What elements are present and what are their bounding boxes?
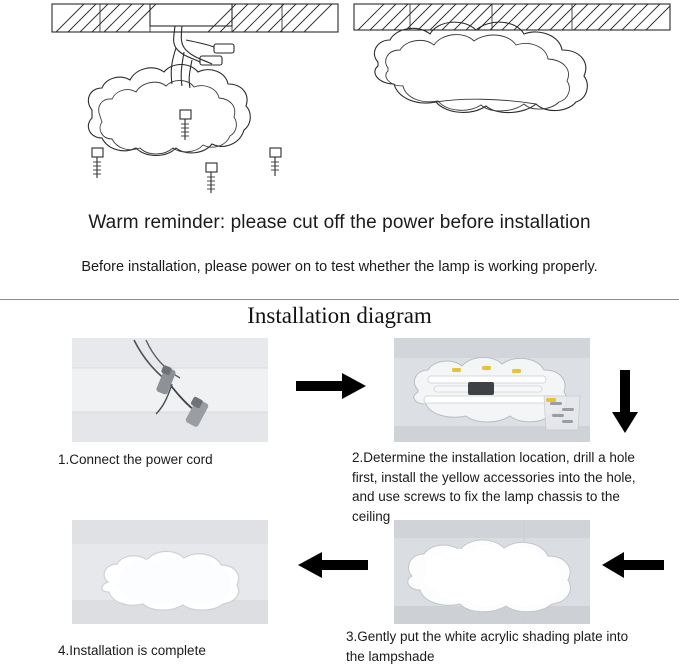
top-illustration-section <box>0 0 679 299</box>
arrow-left-into-step3 <box>600 552 664 578</box>
step-4-caption: 4.Installation is complete <box>58 643 206 658</box>
warning-main-text: Warm reminder: please cut off the power before installation <box>88 212 591 233</box>
photo-connect-power-cord <box>72 338 268 442</box>
arrow-down-step2-to-step3 <box>612 370 638 434</box>
step-3-caption: 3.Gently put the white acrylic shading plate into the lampshade <box>346 629 629 664</box>
step-1-caption: 1.Connect the power cord <box>58 452 213 467</box>
screw-pin <box>180 110 191 140</box>
screw-pin <box>92 148 103 178</box>
section-divider <box>0 299 679 300</box>
screw-pin <box>206 163 217 193</box>
cloud-lamp-outline-diagram <box>340 0 679 210</box>
arrow-right-step1-to-step2 <box>296 373 368 399</box>
photo-installation-complete <box>72 520 268 624</box>
screw-pin <box>270 148 281 176</box>
arrow-left-step3-to-step4 <box>296 552 368 578</box>
installation-diagram-title: Installation diagram <box>247 303 432 328</box>
photo-lamp-chassis-and-accessories <box>394 338 590 442</box>
installation-steps <box>0 330 679 664</box>
photo-acrylic-shading-plate <box>394 520 590 624</box>
ceiling-wiring-diagram <box>0 0 340 210</box>
warning-sub-text: Before installation, please power on to test whether the lamp is working properly. <box>81 259 598 275</box>
step-2-caption: 2.Determine the installation location, drill a hole first, install the yellow accessories into the hole, and use screws to fix the lamp chassis to the ceiling <box>352 450 636 524</box>
